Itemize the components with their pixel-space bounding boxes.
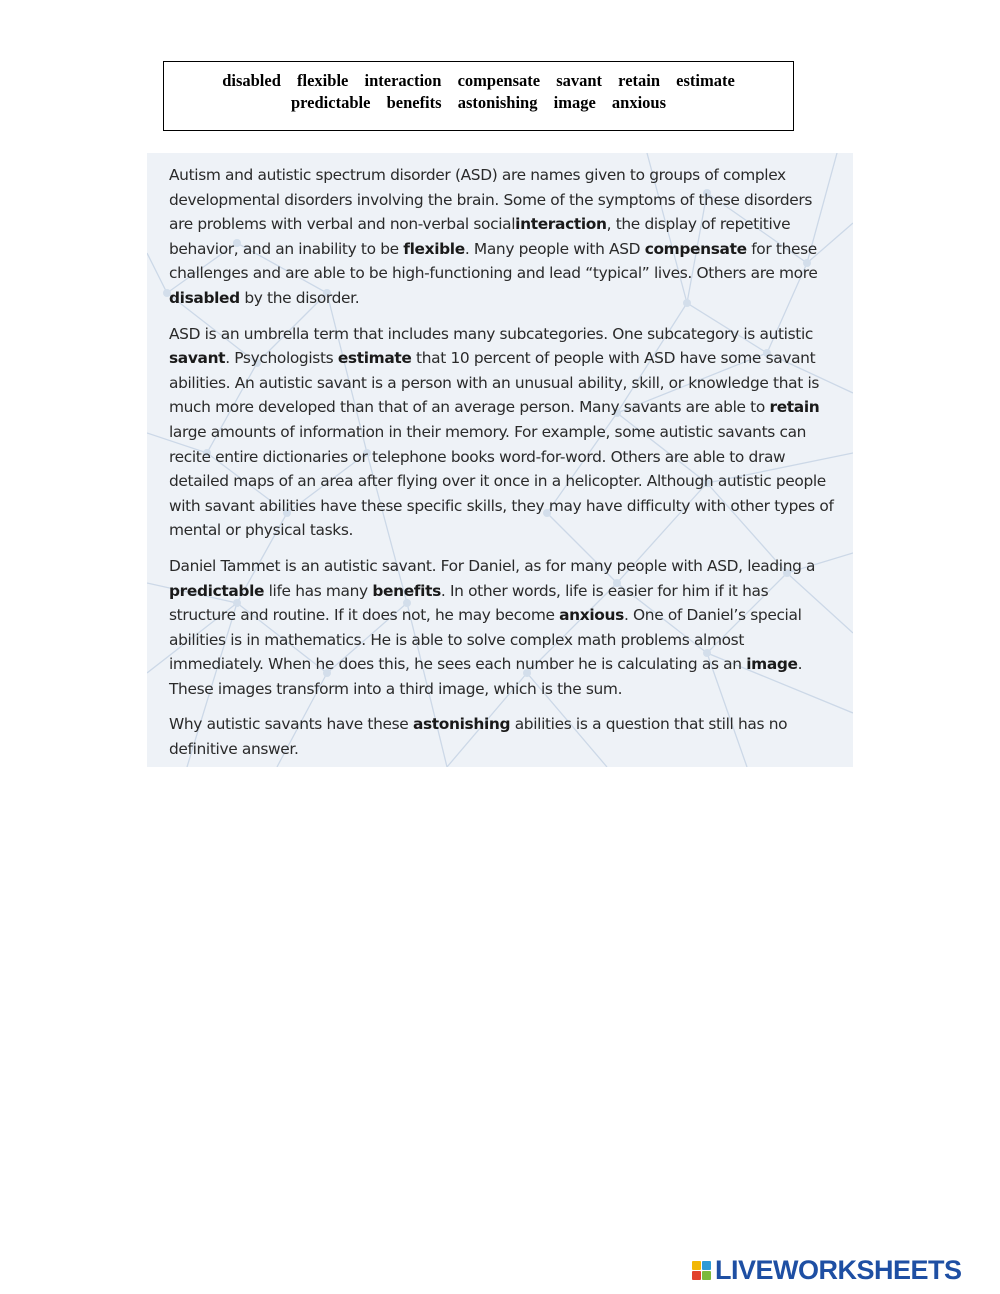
paragraph-1 [169, 163, 839, 311]
text-run: . Psychologists [225, 349, 338, 368]
word-bank-item: flexible [297, 71, 349, 90]
keyword: compensate [644, 239, 747, 258]
reading-passage [147, 153, 853, 767]
text-run: Daniel Tammet is an autistic savant. For Daniel, as for many people with ASD, leading a [169, 556, 816, 575]
word-bank-item: predictable [290, 93, 371, 112]
keyword: interaction [515, 215, 607, 234]
keyword: savant [169, 349, 226, 368]
word-bank-item: interaction [364, 71, 442, 90]
paragraph-4 [169, 712, 839, 761]
text-run: that 10 percent of people with ASD have some savant abilities. An autistic savant is a person with an unusual ability, skill, or knowledge that is much more developed than that of an average person. Many savants are able to [169, 349, 820, 417]
word-bank-row-1 [164, 70, 793, 92]
passage-text [169, 163, 839, 767]
word-bank-item: anxious [611, 93, 666, 112]
text-run: large amounts of information in their memory. For example, some autistic savants can recite entire dictionaries or telephone books word-for-word. Others are able to draw detailed maps of an area after flying over it once in a helicopter. Although autistic people with savant abilities have these specific skills, they may have difficulty with other types of mental or physical tasks. [169, 422, 834, 540]
paragraph-3 [169, 554, 839, 702]
word-bank-item: compensate [457, 71, 541, 90]
keyword: benefits [372, 581, 441, 600]
keyword: astonishing [412, 715, 511, 734]
word-bank-item: disabled [222, 71, 281, 90]
text-run: by the disorder. [239, 288, 360, 307]
keyword: predictable [169, 581, 265, 600]
text-run: Autism and autistic spectrum disorder (ASD) are names given to groups of complex developmental disorders involving the brain. Some of the symptoms of these disorders are problems with verbal and non-verbal social [169, 166, 813, 234]
text-run: . Many people with ASD [464, 239, 645, 258]
logo-square [702, 1271, 711, 1280]
text-run: for these challenges and are able to be high-functioning and lead “typical” lives. Others are more [169, 239, 818, 283]
word-bank-item: astonishing [457, 93, 538, 112]
keyword: flexible [403, 239, 465, 258]
word-bank-item: retain [618, 71, 661, 90]
logo-square [692, 1271, 701, 1280]
text-run: . These images transform into a third image, which is the sum. [169, 655, 803, 698]
text-run: . One of Daniel’s special abilities is in mathematics. He is able to solve complex math problems almost immediately. When he does this, he sees each number he is calculating as an [169, 606, 802, 674]
word-bank-item: benefits [386, 93, 442, 112]
keyword: disabled [169, 288, 240, 307]
word-bank-item: image [553, 93, 596, 112]
text-run: abilities is a question that still has no definitive answer. [169, 715, 788, 759]
keyword: estimate [337, 349, 412, 368]
text-run: , the display of repetitive behavior, and an inability to be [169, 215, 791, 258]
paragraph-2 [169, 322, 839, 543]
logo-square [702, 1261, 711, 1270]
liveworksheets-logo-icon [692, 1261, 711, 1280]
keyword: retain [769, 398, 820, 417]
text-run: ASD is an umbrella term that includes many subcategories. One subcategory is autistic [169, 324, 814, 343]
keyword: image [746, 655, 798, 674]
word-bank [163, 61, 794, 131]
text-run: . In other words, life is easier for him if it has structure and routine. If it does not, he may become [169, 581, 769, 625]
word-bank-row-2 [164, 92, 793, 114]
logo-square [692, 1261, 701, 1270]
keyword: anxious [559, 606, 624, 625]
text-run: Why autistic savants have these [169, 715, 413, 734]
liveworksheets-logo [692, 1256, 962, 1284]
text-run: life has many [264, 581, 373, 600]
word-bank-item: estimate [676, 71, 735, 90]
logo-text: LIVEWORKSHEETS [715, 1254, 962, 1285]
word-bank-item: savant [556, 71, 603, 90]
